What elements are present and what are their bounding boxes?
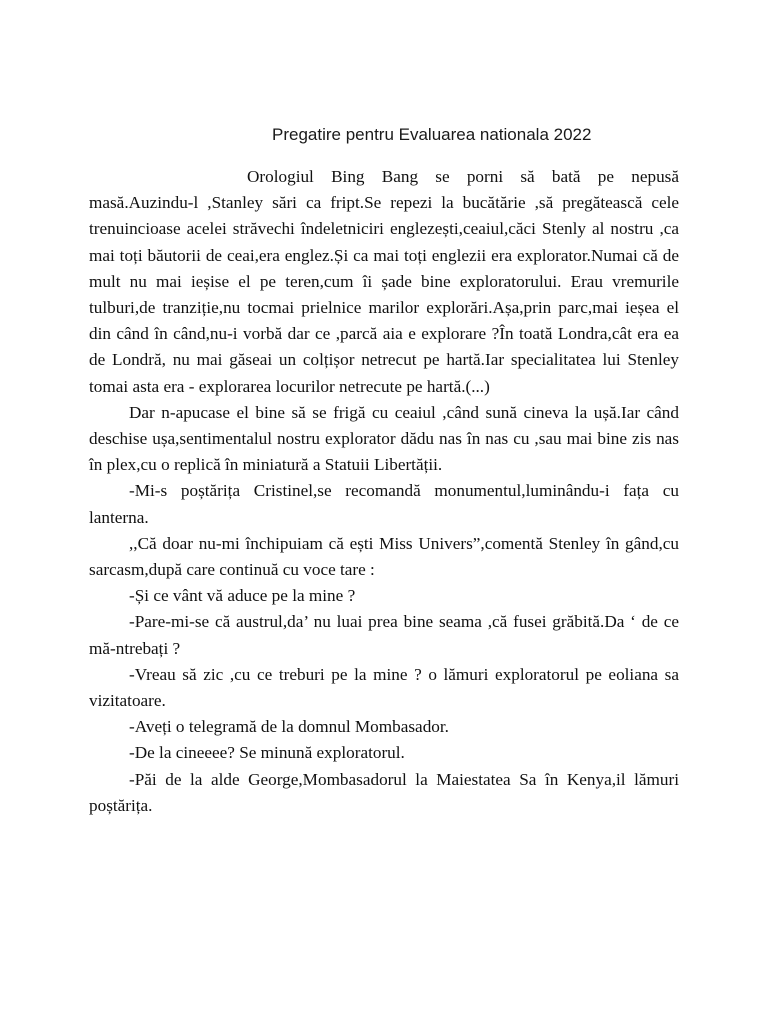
document-title: Pregatire pentru Evaluarea nationala 2022 bbox=[272, 125, 592, 144]
paragraph-10: -Păi de la alde George,Mombasadorul la Maiestatea Sa în Kenya,il lămuri poștărița. bbox=[89, 769, 679, 815]
paragraph-1: Orologiul Bing Bang se porni să bată pe nepusă masă.Auzindu-l ,Stanley sări ca fript.Se repezi la bucătărie ,să pregătească cele trenuincioase acelei străvechi îndeletniciri englezești,ceaiul,căci Stenly al nostru ,ca mai toți băutorii de ceai,era englez.Și ca mai toți englezii era explorator.Numai că de mult nu mai ieșise el pe teren,cum îi șade bine exploratorului. Erau vremurile tulburi,de tranziție,nu tocmai prielnice marilor explorări.Așa,prin parc,mai ieșea el din când în când,nu-i vorbă dar ce ,parcă aia e explorare ?În toată Londra,cât era ea de Londră, nu mai găseai un colțișor netrecut pe hartă.Iar specialitatea lui Stenley tomai asta era - explorarea locurilor netrecute pe hartă.(...) bbox=[89, 167, 679, 396]
paragraph-6: -Pare-mi-se că austrul,da’ nu luai prea bine seama ,că fusei grăbită.Da ‘ de ce mă-ntrebați ? bbox=[89, 612, 679, 658]
paragraph-4: ,,Că doar nu-mi închipuiam că ești Miss Univers”,comentă Stenley în gând,cu sarcasm,după care continuă cu voce tare : bbox=[89, 533, 679, 580]
paragraph-7: -Vreau să zic ,cu ce treburi pe la mine ? o lămuri exploratorul pe eoliana sa vizitatoare. bbox=[89, 664, 679, 711]
paragraph-2: Dar n-apucase el bine să se frigă cu ceaiul ,când sună cineva la ușă.Iar când deschise ușa,sentimentalul nostru explorator dădu nas în nas cu ,sau mai bine zis nas în plex,cu o replică în miniatură a Statuii Libertății. bbox=[89, 402, 679, 475]
paragraph-9: -De la cineeee? Se minună exploratorul. bbox=[129, 743, 405, 763]
paragraph-5: -Și ce vânt vă aduce pe la mine ? bbox=[129, 586, 356, 606]
paragraph-3: -Mi-s poștărița Cristinel,se recomandă monumentul,luminându-i fața cu lanterna. bbox=[89, 481, 679, 527]
paragraph-8: -Aveți o telegramă de la domnul Mombasador. bbox=[129, 717, 449, 737]
document-body bbox=[89, 164, 679, 819]
